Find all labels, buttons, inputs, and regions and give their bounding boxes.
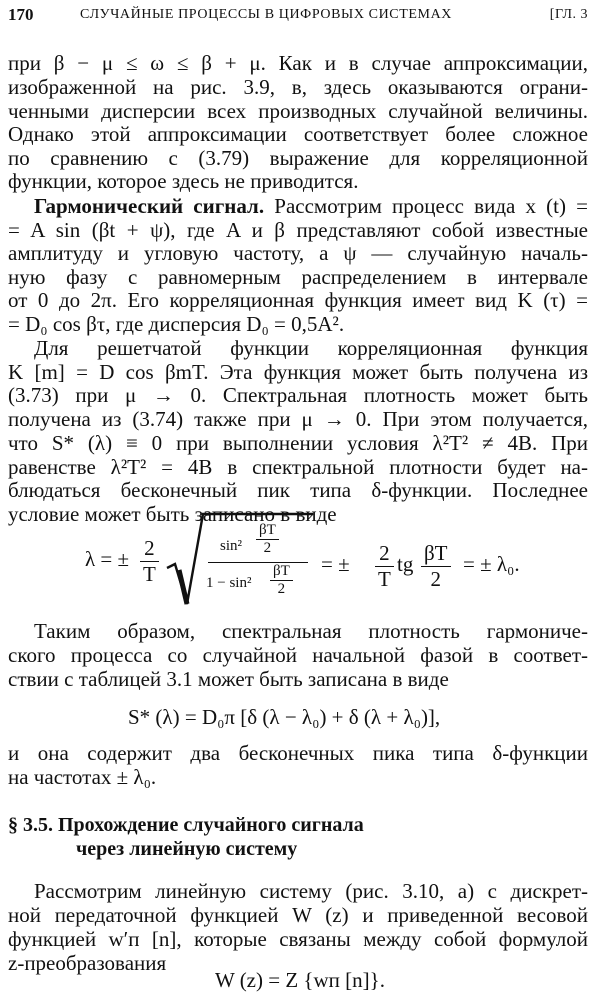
- fraction-denominator: 2: [430, 567, 441, 591]
- radicand-denominator: [208, 562, 308, 605]
- fraction-2-over-t: [140, 536, 159, 587]
- one-minus-sin-squared: 1 − sin²: [206, 575, 252, 591]
- text-line: Однако этой аппроксимации соответствует более сложное: [8, 122, 588, 146]
- fraction-denominator: T: [378, 567, 391, 591]
- text-line: изображенной на рис. 3.9, в, здесь оказываются ограни-: [8, 75, 588, 99]
- formula-z-transform: W (z) = Z {wп [n]}.: [215, 968, 385, 992]
- text-line: получена из (3.74) также при μ → 0. При этом получается,: [8, 407, 588, 431]
- text-line: ной передаточной функцией W (z) и приведенной весовой: [8, 903, 588, 927]
- text-line: условие может быть записано в виде: [8, 502, 337, 526]
- fraction-numerator: βT: [270, 563, 293, 581]
- inner-fraction: [270, 563, 293, 598]
- fraction-numerator: 2: [375, 541, 394, 567]
- text-line: амплитуду и угловую частоту, а ψ — случайную началь-: [8, 241, 588, 265]
- fraction-numerator: βT: [421, 541, 451, 567]
- text-line: что S* (λ) ≡ 0 при выполнении условия λ²T² ≠ 4B. При: [8, 431, 588, 455]
- fraction-2-over-t: [375, 541, 394, 592]
- text-line: (3.73) при μ → 0. Спектральная плотность может быть: [8, 383, 588, 407]
- fraction-numerator: βT: [256, 522, 279, 540]
- radicand-numerator: [208, 520, 308, 562]
- fraction-numerator: 2: [140, 536, 159, 562]
- fraction-denominator: T: [143, 562, 156, 586]
- fraction-denominator: 2: [263, 540, 272, 556]
- section-heading: [8, 836, 588, 862]
- text-line: функции, которое здесь не приводится.: [8, 169, 359, 193]
- equals-plus-minus: = ±: [321, 552, 350, 576]
- text-line: блюдаться бесконечный пик типа δ-функции. Последнее: [8, 478, 588, 502]
- radicand: [208, 520, 308, 605]
- text-line: Для решетчатой функции корреляционная функция: [34, 336, 588, 360]
- text-line: Рассмотрим линейную систему (рис. 3.10, а) с дискрет-: [34, 879, 588, 903]
- inner-fraction: [256, 522, 279, 557]
- text-line: Таким образом, спектральная плотность гармониче-: [34, 619, 588, 643]
- run-in-heading: Гармонический сигнал.: [34, 194, 265, 218]
- text-line: ского процесса со случайной начальной фазой в соответ-: [8, 643, 588, 667]
- text-line: по сравнению с (3.79) выражение для корреляционной: [8, 146, 588, 170]
- text-run: Рассмотрим процесс вида x (t) =: [264, 194, 588, 218]
- text-line: от 0 до 2π. Его корреляционная функция имеет вид K (τ) =: [8, 288, 588, 312]
- sin-squared: sin²: [220, 538, 243, 554]
- text-line: [8, 195, 588, 219]
- formula-rhs: = ± λ₀.: [463, 552, 520, 576]
- tangent: tg: [397, 552, 414, 576]
- text-line: K [m] = D cos βmT. Эта функция может быть получена из: [8, 360, 588, 384]
- section-heading-line: § 3.5. Прохождение случайного сигнала: [8, 814, 364, 836]
- running-head: [8, 2, 588, 28]
- section-heading: [8, 812, 588, 838]
- formula-lhs: λ = ±: [85, 547, 130, 571]
- text-line: и она содержит два бесконечных пика типа δ-функции: [8, 741, 588, 765]
- text-line: ствии с таблицей 3.1 может быть записана в виде: [8, 667, 449, 691]
- text-line: = A sin (βt + ψ), где A и β представляют собой известные: [8, 218, 588, 242]
- section-heading-line: через линейную систему: [76, 838, 298, 860]
- text-line: равенстве λ²T² = 4B в спектральной плотности будет на-: [8, 455, 588, 479]
- formula-spectral-density: S* (λ) = D₀π [δ (λ − λ₀) + δ (λ + λ₀)],: [128, 705, 441, 729]
- chapter-label: [ГЛ. 3: [549, 7, 588, 22]
- text-line: ную фазу с равномерным распределением в интервале: [8, 265, 588, 289]
- text-line: на частотах ± λ₀.: [8, 765, 157, 789]
- text-line: функцией w′п [n], которые связаны между собой формулой: [8, 927, 588, 951]
- text-line: ченными дисперсии всех производных случайной величины.: [8, 99, 588, 123]
- page-number: 170: [8, 5, 34, 24]
- running-title: СЛУЧАЙНЫЕ ПРОЦЕССЫ В ЦИФРОВЫХ СИСТЕМАХ: [80, 7, 453, 22]
- text-line: при β − μ ≤ ω ≤ β + μ. Как и в случае аппроксимации,: [8, 51, 588, 75]
- text-line: z-преобразования: [8, 951, 167, 975]
- fraction-denominator: 2: [277, 581, 286, 597]
- text-line: = D₀ cos βτ, где дисперсия D₀ = 0,5A².: [8, 312, 345, 336]
- fraction-beta-t-over-2: [421, 541, 451, 592]
- formula-lambda: [85, 510, 565, 610]
